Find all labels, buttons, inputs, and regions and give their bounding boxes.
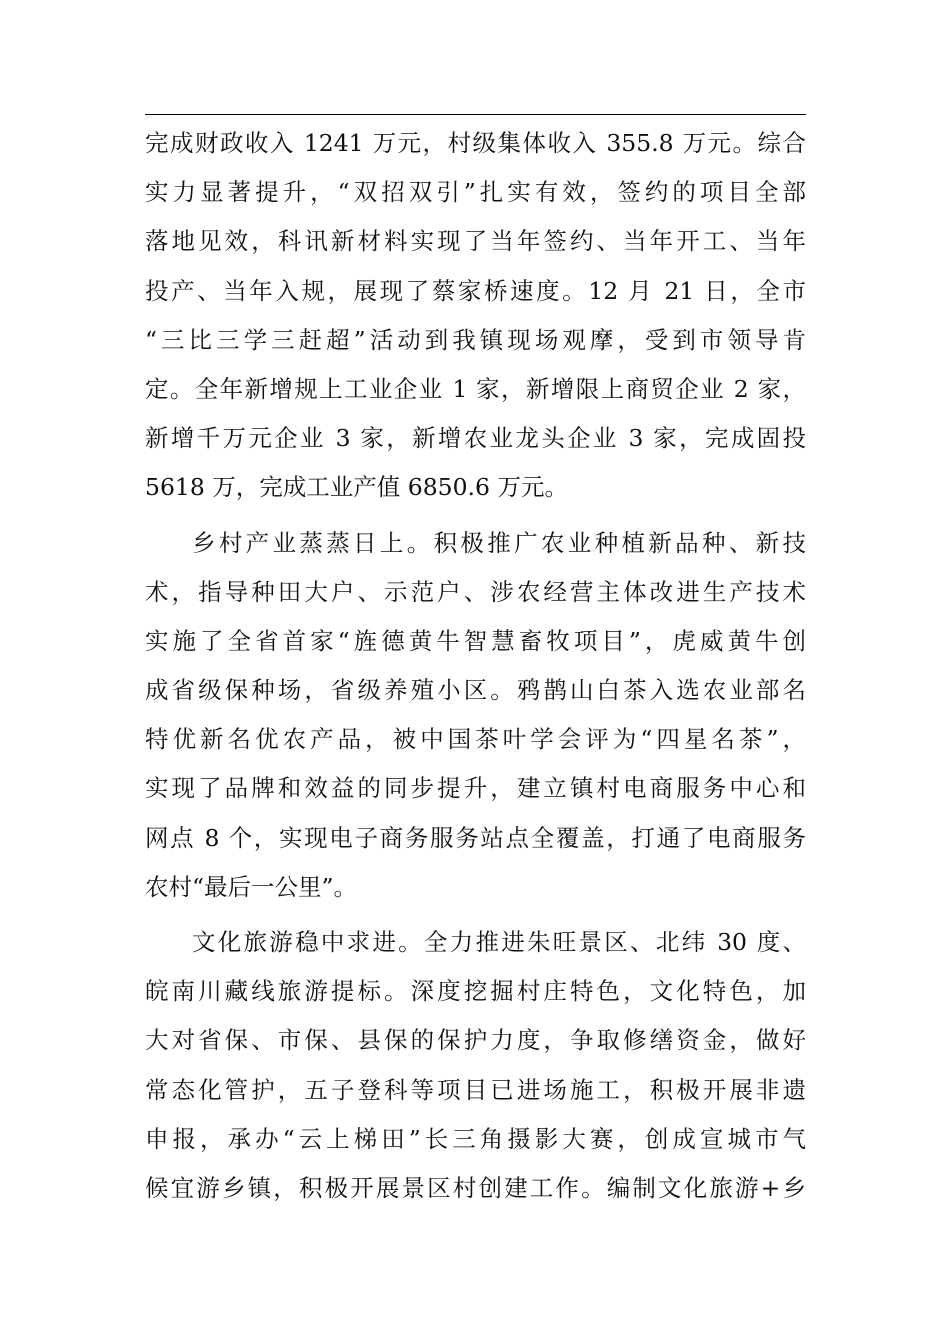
text-line: 大对省保、市保、县保的保护力度，争取修缮资金，做好 (145, 1026, 806, 1055)
text-line: 候宜游乡镇，积极开展景区村创建工作。编制文化旅游+乡 (145, 1173, 806, 1202)
text-line: 农村“最后一公里”。 (145, 872, 358, 901)
text-line: 常态化管护，五子登科等项目已进场施工，积极开展非遗 (145, 1075, 806, 1104)
paragraph-culture-tourism (145, 918, 806, 1213)
text-line: 定。全年新增规上工业企业 1 家，新增限上商贸企业 2 家， (145, 374, 806, 403)
text-line: 落地见效，科讯新材料实现了当年签约、当年开工、当年 (145, 227, 806, 256)
text-line: “三比三学三赶超”活动到我镇现场观摩，受到市领导肯 (145, 325, 806, 354)
text-line: 文化旅游稳中求进。全力推进朱旺景区、北纬 30 度、 (192, 928, 806, 956)
text-line: 实力显著提升，“双招双引”扎实有效，签约的项目全部 (145, 178, 806, 207)
text-line: 网点 8 个，实现电子商务服务站点全覆盖，打通了电商服务 (145, 823, 806, 852)
body-text (145, 119, 806, 1213)
text-line: 皖南川藏线旅游提标。深度挖掘村庄特色，文化特色，加 (145, 977, 806, 1006)
text-line: 术，指导种田大户、示范户、涉农经营主体改进生产技术 (145, 577, 806, 606)
paragraph-fiscal-results (145, 119, 806, 513)
text-line: 申报，承办“云上梯田”长三角摄影大赛，创成宣城市气 (145, 1124, 806, 1153)
text-line: 实现了品牌和效益的同步提升，建立镇村电商服务中心和 (145, 774, 806, 803)
text-line: 5618 万，完成工业产值 6850.6 万元。 (145, 473, 568, 502)
text-line: 新增千万元企业 3 家，新增农业龙头企业 3 家，完成固投 (145, 424, 806, 453)
text-line: 特优新名优农产品，被中国茶叶学会评为“四星名茶”， (145, 725, 806, 754)
text-line: 乡村产业蒸蒸日上。积极推广农业种植新品种、新技 (192, 528, 806, 557)
paragraph-rural-industry (145, 519, 806, 913)
header-rule (145, 114, 806, 115)
text-line: 投产、当年入规，展现了蔡家桥速度。12 月 21 日，全市 (145, 276, 806, 305)
text-line: 实施了全省首家“旌德黄牛智慧畜牧项目”，虎威黄牛创 (145, 626, 806, 655)
text-line: 完成财政收入 1241 万元，村级集体收入 355.8 万元。综合 (145, 129, 806, 157)
text-line: 成省级保种场，省级养殖小区。鸦鹊山白茶入选农业部名 (145, 676, 806, 705)
